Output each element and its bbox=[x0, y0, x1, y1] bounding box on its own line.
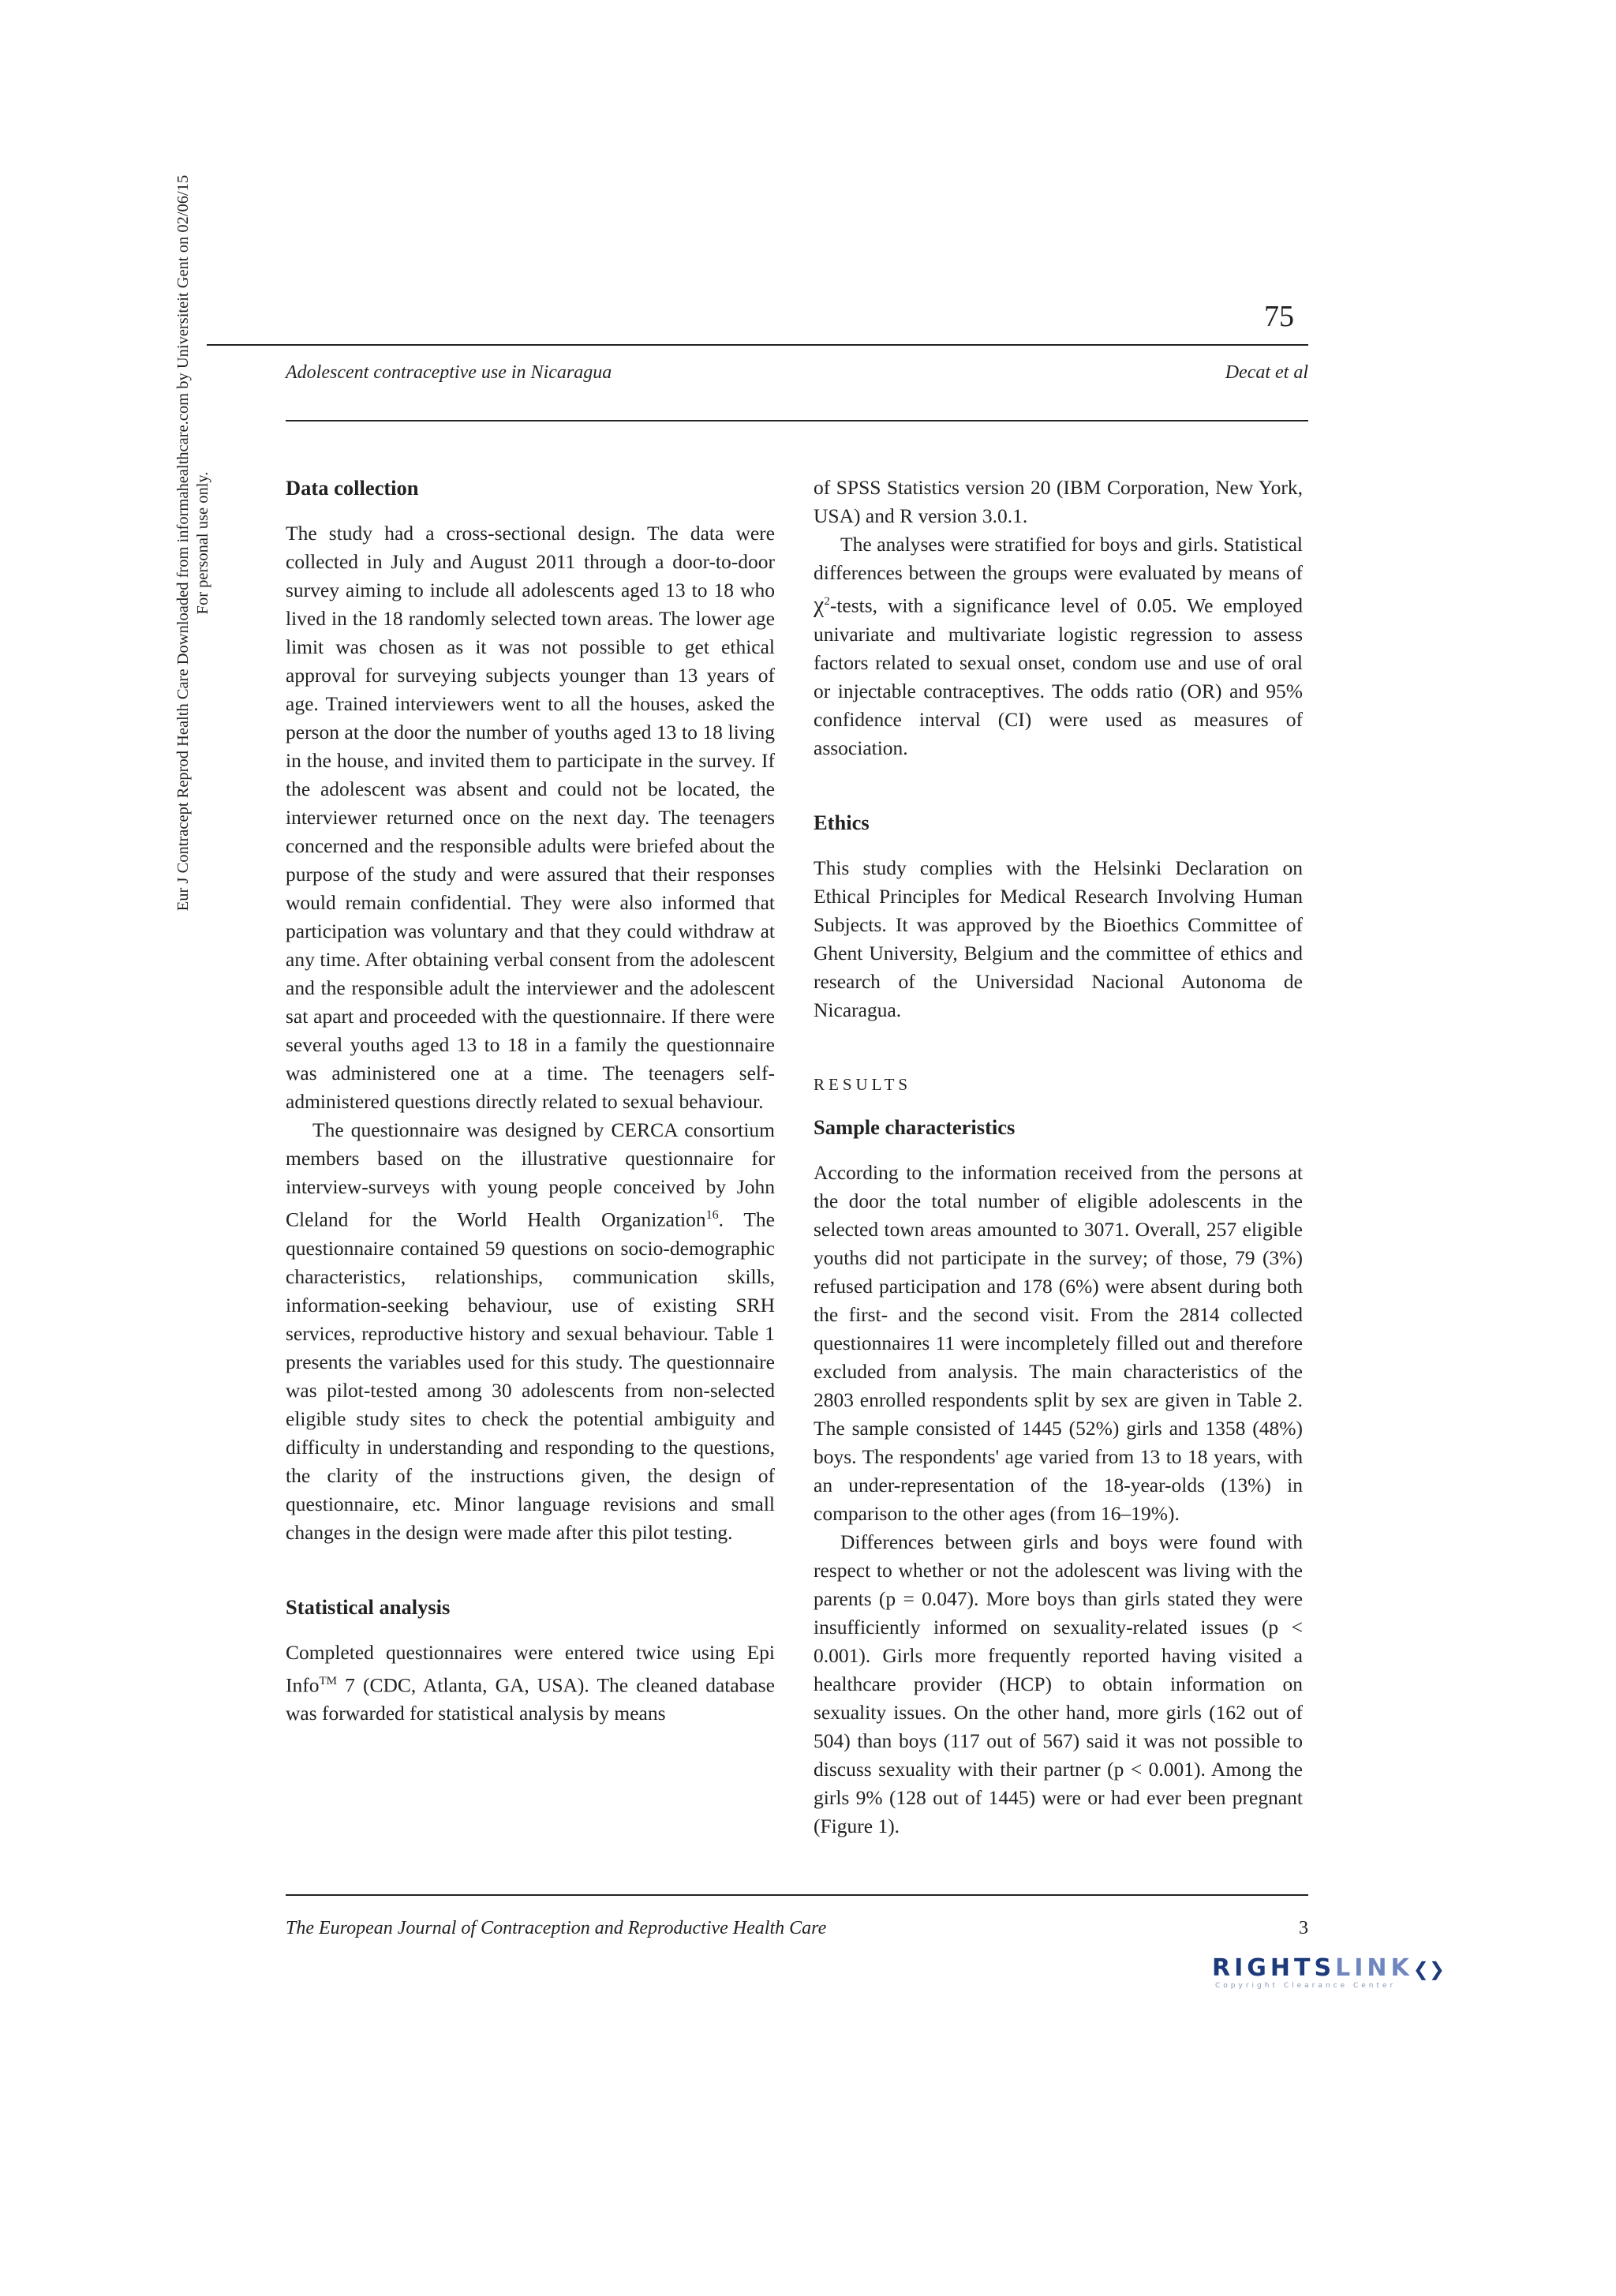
questionnaire-text-end: . The questionnaire contained 59 questions on socio-demographic characteristics, relationships, communication skills, information-seeking behaviour, use of existing SRH services, reproductive history and sexual behaviour. Table 1 presents the variables used for this study. The questionnaire was pilot-tested among 30 adolescents from non-selected eligible study sites to check the potential ambiguity and difficulty in understanding and responding to the questions, the clarity of the instructions given, the design of questionnaire, etc. Minor language revisions and small changes in the design were made after this pilot testing. bbox=[286, 1208, 775, 1544]
statistical-analysis-heading: Statistical analysis bbox=[286, 1594, 451, 1619]
rightslink-word-link: LINK bbox=[1335, 1954, 1413, 1982]
analyses-paragraph bbox=[814, 530, 1303, 762]
side-note-line-2: For personal use only. bbox=[194, 471, 211, 615]
running-head bbox=[286, 362, 1308, 384]
rightslink-arrow-icon: ❮❯ bbox=[1412, 1958, 1445, 1980]
trademark-mark: TM bbox=[319, 1674, 337, 1687]
sample-characteristics-heading: Sample characteristics bbox=[814, 1114, 1016, 1139]
epi-info-text-end: 7 (CDC, Atlanta, GA, USA). The cleaned database was forwarded for statistical analysis by means bbox=[286, 1673, 775, 1725]
rightslink-logo bbox=[1212, 1954, 1464, 2002]
reference-16: 16 bbox=[705, 1208, 719, 1222]
data-collection-heading: Data collection bbox=[286, 476, 419, 500]
ethics-heading: Ethics bbox=[814, 810, 870, 834]
running-head-title: Adolescent contraceptive use in Nicaragua bbox=[286, 362, 612, 383]
data-collection-paragraph: The study had a cross-sectional design. The data were collected in July and August 2011 through a door-to-door survey aiming to include all adolescents aged 13 to 18 who lived in the 18 randomly selected town areas. The lower age limit was chosen as it was not possible to get ethical approval for surveying subjects younger than 13 years of age. Trained interviewers went to all the houses, asked the person at the door the number of youths aged 13 to 18 living in the house, and invited them to participate in the survey. If the adolescent was absent and could not be located, the interviewer returned once on the next day. The teenagers concerned and the responsible adults were briefed about the purpose of the study and were assured that their responses would remain confidential. They were also informed that participation was voluntary and that they could withdraw at any time. After obtaining verbal consent from the adolescent and the responsible adult the interviewer and the adolescent sat apart and proceeded with the questionnaire. If there were several youths aged 13 to 18 in a family the questionnaire was administered one at a time. The teenagers self-administered questions directly related to sexual behaviour. bbox=[286, 522, 775, 1113]
differences-paragraph: Differences between girls and boys were found with respect to whether or not the adolescent was living with the parents (p = 0.047). More boys than girls stated they were insufficiently informed on sexuality-related issues (p < 0.001). Girls more frequently reported having visited a healthcare provider (HCP) to obtain information on sexuality issues. On the other hand, more girls (162 out of 504) than boys (117 out of 567) said it was not possible to discuss sexuality with their partner (p < 0.001). Among the girls 9% (128 out of 1445) were or had ever been pregnant (Figure 1). bbox=[814, 1530, 1303, 1837]
epi-info-text-start: Completed questionnaires were entered twice using Epi Info bbox=[286, 1640, 775, 1696]
running-head-authors: Decat et al bbox=[1225, 362, 1308, 383]
questionnaire-text-start: The questionnaire was designed by CERCA consortium members based on the illustrative questionnaire for interview-surveys with young people conceived by John Cleland for the World Health Organization bbox=[286, 1118, 775, 1231]
top-rule bbox=[207, 344, 1308, 346]
analyses-text-end: -tests, with a significance level of 0.05. We employed univariate and multivariate logistic regression to assess factors related to sexual onset, condom use and use of oral or injectable contraceptives. The odds ratio (OR) and 95% confidence interval (CI) were used as measures of association. bbox=[814, 594, 1303, 759]
rightslink-word-rights: RIGHTS bbox=[1212, 1954, 1336, 1982]
rightslink-wordmark bbox=[1212, 1954, 1464, 1982]
footer-rule bbox=[286, 1894, 1308, 1896]
questionnaire-paragraph bbox=[286, 1116, 775, 1547]
page-number: 75 bbox=[1264, 300, 1294, 333]
results-section-label: RESULTS bbox=[814, 1074, 912, 1094]
statistical-analysis-paragraph bbox=[286, 1639, 775, 1729]
left-column bbox=[286, 474, 775, 1728]
ethics-paragraph: This study complies with the Helsinki Declaration on Ethical Principles for Medical Research Involving Human Subjects. It was approved by the Bioethics Committee of Ghent University, Belgium and the committee of ethics and research of the Universidad Nacional Autonoma de Nicaragua. bbox=[814, 856, 1303, 1021]
chi-symbol: χ bbox=[814, 591, 825, 618]
analyses-text-start: The analyses were stratified for boys and girls. Statistical differences between the groups were evaluated by means of bbox=[814, 533, 1303, 584]
footer bbox=[286, 1918, 1308, 1939]
right-column bbox=[814, 474, 1303, 1841]
side-note-line-1: Eur J Contracept Reprod Health Care Downloaded from informahealthcare.com by Universiteit Gent on 02/06/15 bbox=[174, 174, 192, 912]
chi-squared-exponent: 2 bbox=[824, 595, 830, 608]
sample-characteristics-paragraph: According to the information received from the persons at the door the total number of eligible adolescents in the selected town areas amounted to 3071. Overall, 257 eligible youths did not participate in the survey; of those, 79 (3%) refused participation and 178 (6%) were absent during both the first- and the second visit. From the 2814 collected questionnaires 11 were incompletely filled out and therefore excluded from analysis. The main characteristics of the 2803 enrolled respondents split by sex are given in Table 2. The sample consisted of 1445 (52%) girls and 1358 (48%) boys. The respondents' age varied from 13 to 18 years, with an under-representation of the 18-year-olds (13%) in comparison to the other ages (from 16–19%). bbox=[814, 1160, 1303, 1525]
rightslink-tagline: Copyright Clearance Center bbox=[1215, 1982, 1397, 1990]
footer-journal-name: The European Journal of Contraception and Reproductive Health Care bbox=[286, 1918, 827, 1938]
download-side-note bbox=[174, 0, 213, 1119]
spss-continuation-paragraph: of SPSS Statistics version 20 (IBM Corporation, New York, USA) and R version 3.0.1. bbox=[814, 476, 1303, 527]
footer-page-number: 3 bbox=[1299, 1918, 1308, 1938]
header-rule bbox=[286, 420, 1308, 421]
